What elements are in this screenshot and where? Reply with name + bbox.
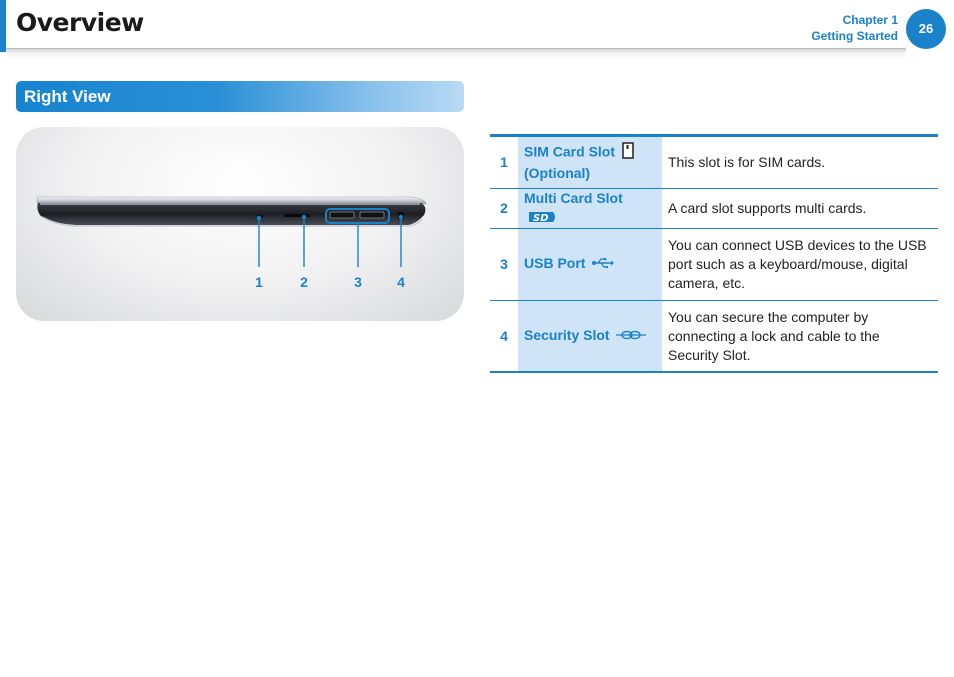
port-name-cell (518, 300, 662, 372)
usb-port-b (360, 212, 384, 218)
port-name: Security Slot (524, 327, 610, 344)
laptop-illustration (16, 127, 464, 321)
row-number: 3 (490, 228, 518, 300)
port-spec-table (490, 134, 938, 373)
chapter-info (811, 12, 898, 44)
svg-text:SD: SD (533, 212, 549, 223)
header-accent-bar (0, 0, 6, 52)
table-row (490, 300, 938, 372)
table-row (490, 136, 938, 189)
callout-number: 1 (255, 274, 263, 290)
port-description: This slot is for SIM cards. (662, 136, 938, 189)
port-name-note: (Optional) (524, 165, 591, 181)
sd-card-icon (527, 209, 557, 228)
callout-number: 2 (300, 274, 308, 290)
section-header (16, 81, 464, 112)
chapter-label: Chapter 1 (842, 13, 898, 27)
row-number: 4 (500, 327, 508, 344)
port-name-cell (518, 228, 662, 300)
callout-number: 4 (397, 274, 405, 290)
section-title: Right View (24, 87, 111, 106)
port-name-cell (518, 189, 662, 229)
port-name: Multi Card Slot (524, 190, 623, 206)
row-number: 2 (490, 189, 518, 229)
row-number: 1 (490, 136, 518, 189)
chapter-name: Getting Started (811, 29, 898, 43)
port-name-cell (518, 136, 662, 189)
laptop-right-view-figure (16, 127, 464, 321)
table-row (490, 228, 938, 300)
port-description: You can secure the computer by connecting a lock and cable to the Security Slot. (668, 308, 880, 363)
page-title: Overview (16, 8, 144, 37)
port-description: A card slot supports multi cards. (662, 189, 938, 229)
security-lock-icon (616, 327, 646, 346)
port-name: USB Port (524, 255, 586, 272)
port-name: SIM Card Slot (524, 143, 616, 160)
sim-card-icon (622, 142, 634, 164)
header-divider (6, 48, 906, 59)
table-row (490, 189, 938, 229)
usb-port-a (330, 212, 354, 218)
callout-number: 3 (354, 274, 362, 290)
usb-icon (592, 255, 614, 274)
port-description: You can connect USB devices to the USB port such as a keyboard/mouse, digital camera, etc. (662, 228, 938, 300)
page-number-badge: 26 (906, 9, 946, 49)
